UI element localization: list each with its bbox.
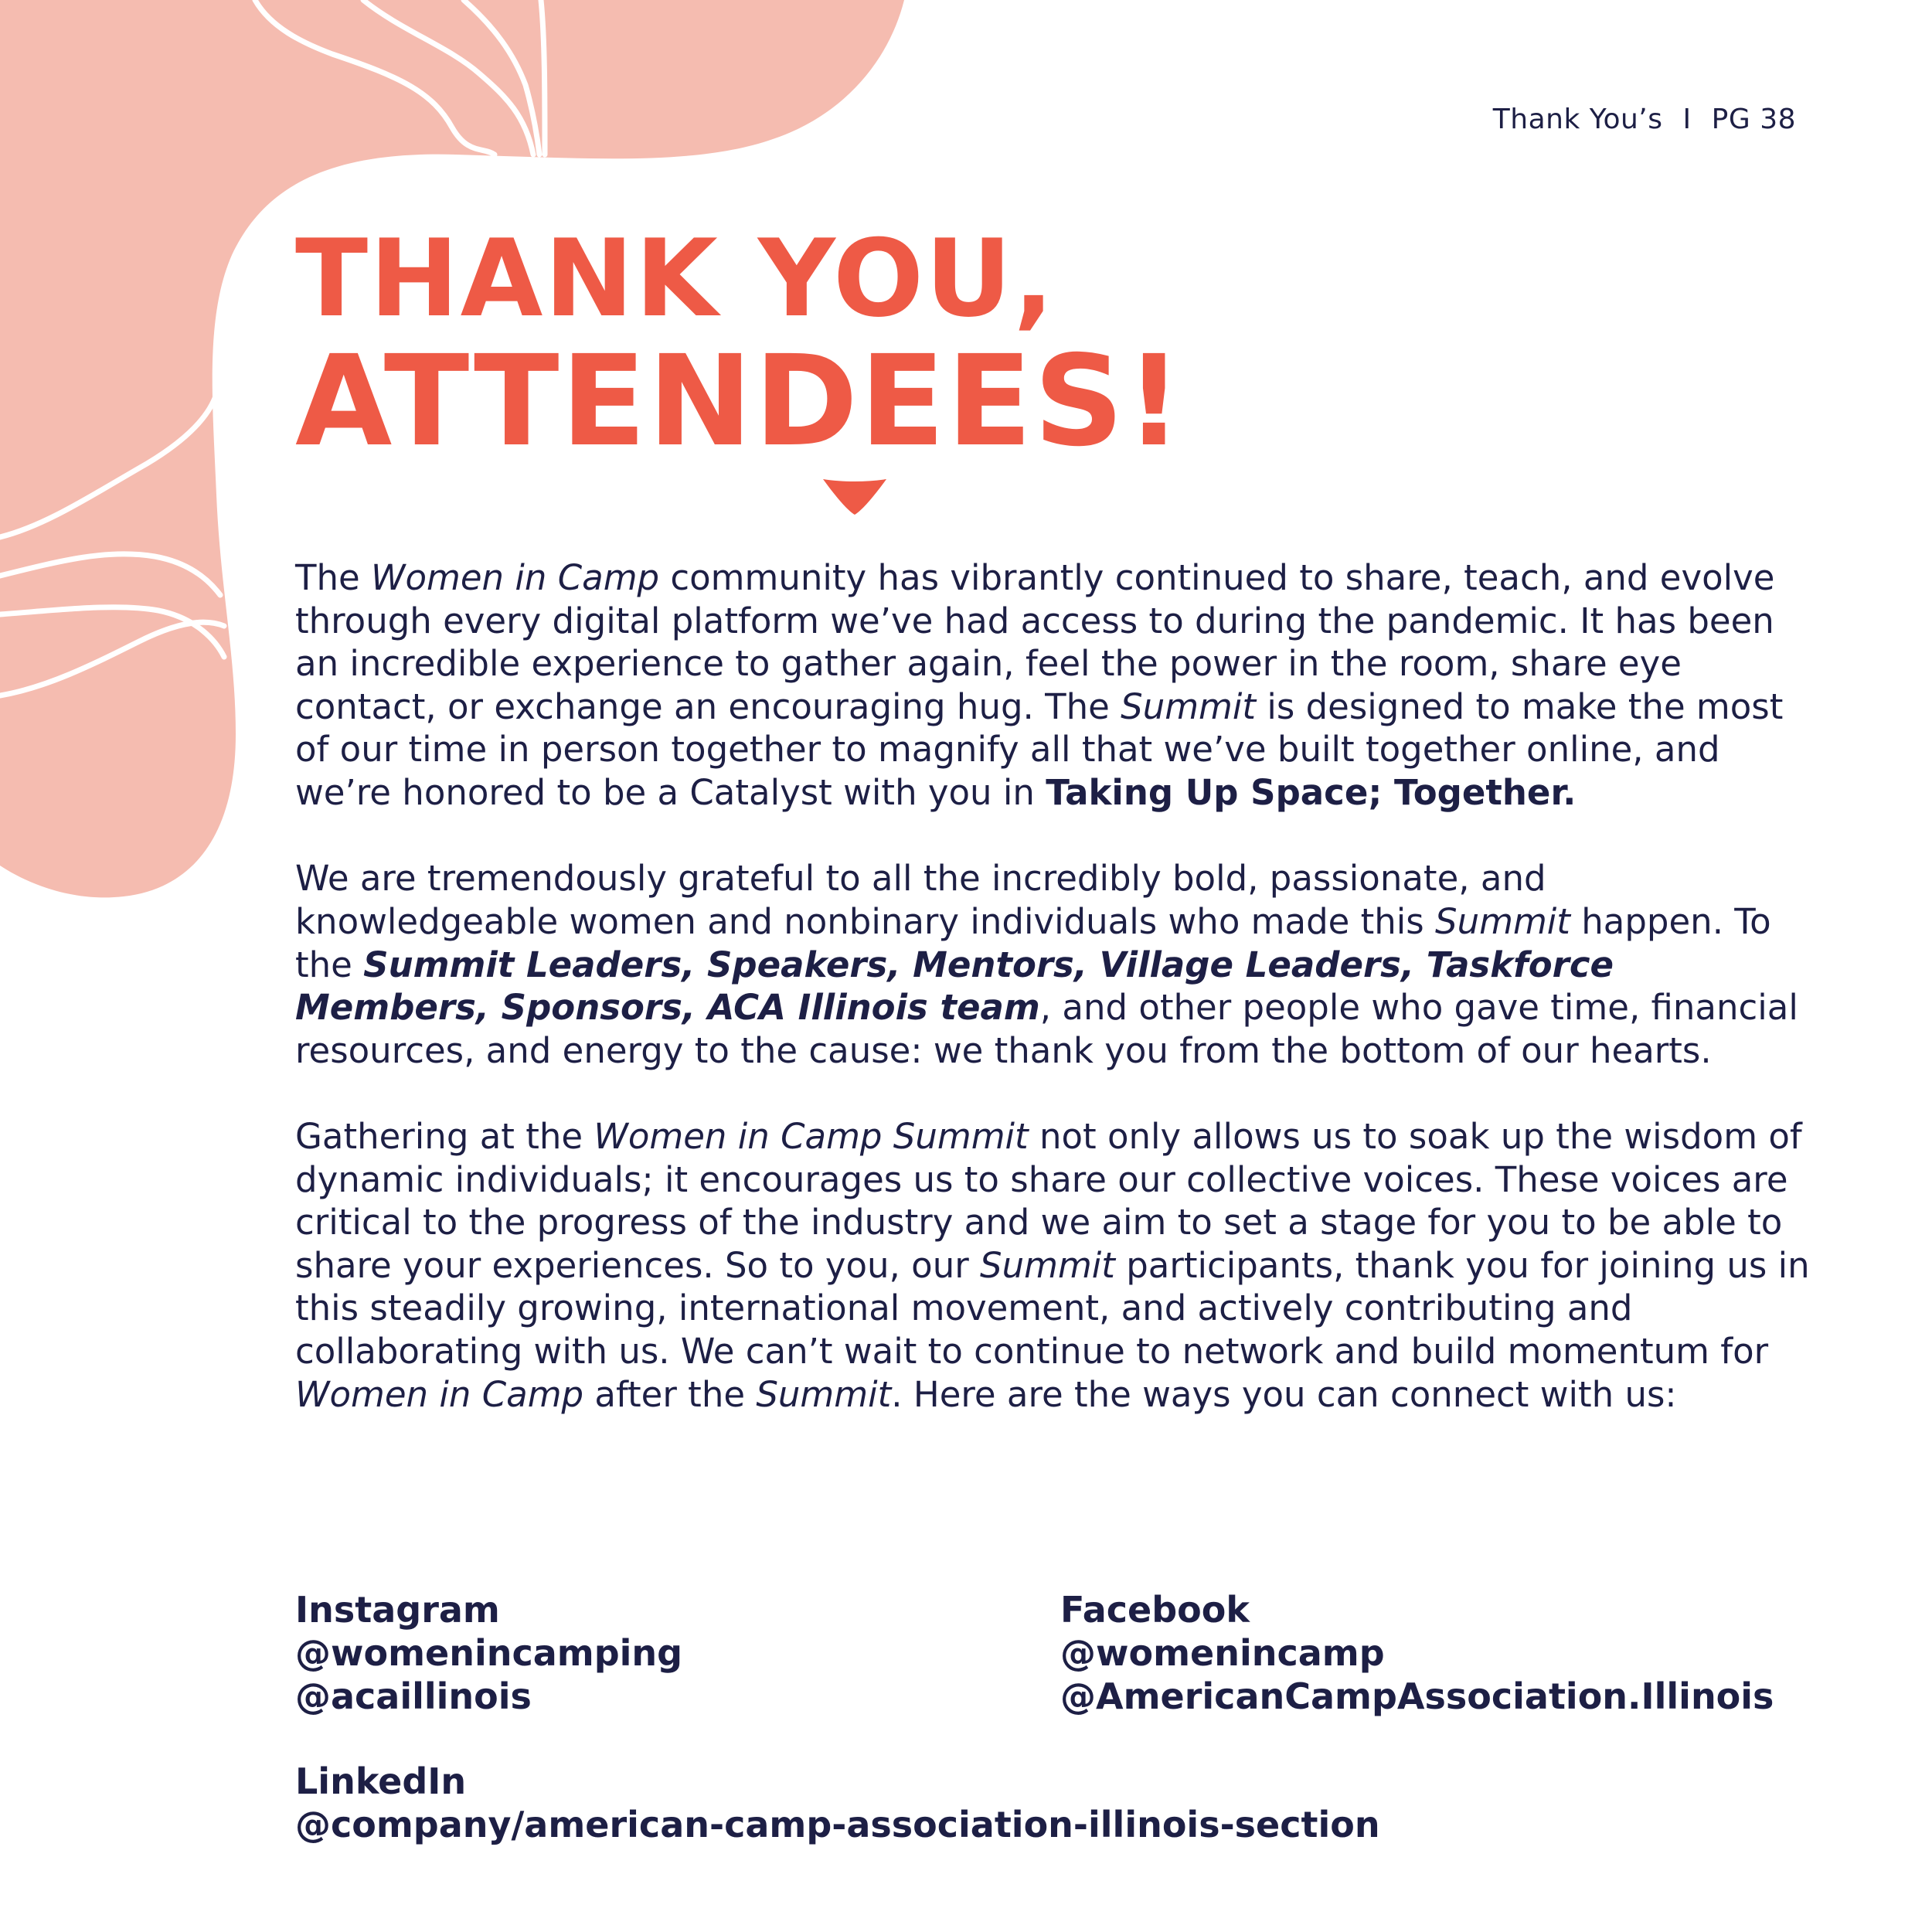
text-run: not only allows us to soak up the wisdom of dynamic individuals; it encourages us to share our collective voices. These voices are critical to the progress of the industry and we aim to set a stage for you to be able to share your experiences. So to you, our (295, 1116, 1802, 1286)
text-run: participants, thank you for joining us in this steadily growing, international movement, and actively contributing and collaborating with us. We can’t wait to continue to network and build momentum for (295, 1244, 1810, 1372)
linkedin-block (295, 1760, 1380, 1846)
page-number: PG 38 (1711, 104, 1796, 135)
italic-run: Women in Camp Summit (594, 1116, 1029, 1158)
section-label: Thank You’s (1492, 104, 1663, 135)
title-line-1: THANK YOU, (295, 216, 1056, 341)
text-run: Gathering at the (295, 1116, 594, 1158)
instagram-block (295, 1588, 682, 1718)
text-run: , and other people who gave time, financial resources, and energy to the cause: we thank you from the bottom of our hearts. (295, 987, 1798, 1071)
italic-run: Summit (1121, 685, 1257, 727)
paragraph-3 (295, 1115, 1810, 1416)
italic-run: Summit (1435, 900, 1570, 942)
bold-run: Taking Up Space; Together. (1046, 771, 1577, 813)
text-run: community has vibrantly continued to share, teach, and evolve through every digital platform we’ve had access to during the pandemic. It has been an incredible experience to gather again, feel the power in the room, share eye contact, or exchange an encouraging hug. The (295, 557, 1775, 727)
title-line-2: ATTENDEES! (295, 328, 1185, 474)
facebook-handle[interactable]: @AmericanCampAssociation.Illinois (1060, 1675, 1774, 1718)
instagram-handle[interactable]: @womenincamping (295, 1632, 683, 1675)
text-run: is designed to make the most of our time in person together to magnify all that we’ve built together online, and we’re honored to be a Catalyst with you in (295, 685, 1784, 813)
italic-run: Summit (980, 1244, 1115, 1286)
text-run: . Here are the ways you can connect with us: (891, 1373, 1677, 1415)
text-run: happen. To the (295, 900, 1771, 985)
header-separator: I (1682, 104, 1692, 135)
paragraph-2 (295, 857, 1810, 1072)
instagram-heading-link[interactable]: Instagram (295, 1589, 500, 1631)
italic-run: Women in Camp (371, 557, 660, 598)
drip-icon (820, 473, 889, 516)
body-text (295, 556, 1810, 1459)
text-run: We are tremendously grateful to all the incredibly bold, passionate, and knowledgeable women and nonbinary individuals who made this (295, 858, 1546, 942)
facebook-block (1060, 1588, 1774, 1718)
page-title (295, 216, 1185, 474)
facebook-heading[interactable]: Facebook (1060, 1589, 1250, 1631)
text-run: after the (583, 1373, 757, 1415)
italic-run: Summit (756, 1373, 892, 1415)
facebook-handle[interactable]: @womenincamp (1060, 1632, 1385, 1675)
italic-run: Women in Camp (295, 1373, 584, 1415)
page-header (1493, 104, 1796, 135)
text-run: The (295, 557, 371, 598)
paragraph-1 (295, 556, 1810, 814)
linkedin-heading-link[interactable]: LinkedIn (295, 1760, 467, 1802)
bold-italic-run: Summit Leaders, Speakers, Mentors, Village Leaders, Taskforce Members, Sponsors, ACA Illinois team (295, 944, 1614, 1029)
linkedin-handle[interactable]: @company/american-camp-association-illinois-section (295, 1804, 1380, 1846)
instagram-handle[interactable]: @acaillinois (295, 1675, 532, 1718)
